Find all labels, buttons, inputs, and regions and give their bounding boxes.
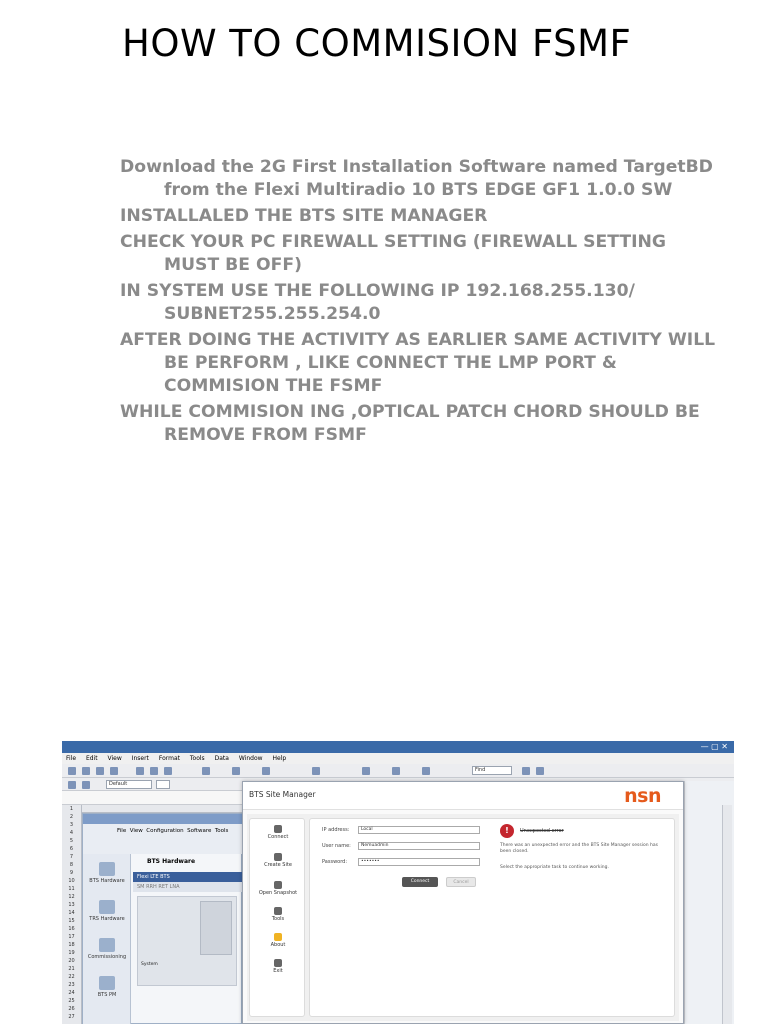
error-icon: ! bbox=[500, 824, 514, 838]
bts-menu-item[interactable]: Software bbox=[187, 828, 212, 834]
bts-menu-item[interactable]: View bbox=[129, 828, 143, 834]
bullet-item: INSTALLALED THE BTS SITE MANAGER bbox=[120, 206, 488, 226]
toolbar-icon[interactable] bbox=[68, 767, 76, 775]
menu-item[interactable]: File bbox=[66, 755, 77, 762]
bullet-list bbox=[120, 156, 720, 450]
bullet-item: WHILE COMMISION ING ,OPTICAL PATCH CHORD SHOULD BE REMOVE FROM FSMF bbox=[120, 402, 700, 445]
username-input[interactable]: Nemuadmin bbox=[358, 842, 480, 850]
menu-item[interactable]: Window bbox=[238, 755, 263, 762]
snapshot-icon bbox=[274, 881, 282, 889]
side-tools[interactable]: Tools bbox=[250, 907, 306, 922]
about-icon bbox=[274, 933, 282, 941]
connect-form bbox=[309, 818, 675, 1017]
window-titlebar bbox=[62, 741, 734, 753]
ip-label: IP address: bbox=[322, 827, 350, 833]
column-header bbox=[82, 805, 242, 813]
nav-commissioning[interactable]: Commissioning bbox=[87, 938, 127, 960]
menu-item[interactable]: Help bbox=[272, 755, 287, 762]
toolbar-icon[interactable] bbox=[262, 767, 270, 775]
nav-bts-hardware[interactable]: BTS Hardware bbox=[87, 862, 127, 884]
bts-app-titlebar bbox=[83, 814, 243, 824]
toolbar-icon[interactable] bbox=[150, 767, 158, 775]
dialog-side-menu bbox=[249, 818, 305, 1017]
password-label: Password: bbox=[322, 859, 348, 865]
nav-trs-hardware[interactable]: TRS Hardware bbox=[87, 900, 127, 922]
system-label: System bbox=[141, 962, 158, 967]
font-style-select[interactable]: Default bbox=[106, 780, 152, 789]
bts-nav-sidebar bbox=[83, 854, 131, 1024]
toolbar-icon[interactable] bbox=[82, 767, 90, 775]
connect-icon bbox=[274, 825, 282, 833]
user-label: User name: bbox=[322, 843, 351, 849]
vertical-scrollbar[interactable] bbox=[722, 805, 732, 1024]
bts-menu-item[interactable]: File bbox=[117, 828, 127, 834]
connect-button[interactable]: Connect bbox=[402, 877, 438, 887]
nsn-logo: nsn bbox=[624, 785, 661, 807]
toolbar-icon[interactable] bbox=[136, 767, 144, 775]
toolbar-icon[interactable] bbox=[362, 767, 370, 775]
bts-site-manager-dialog bbox=[242, 781, 684, 1024]
toolbar-icon[interactable] bbox=[82, 781, 90, 789]
flexi-lte-bts-bar: Flexi LTE BTS bbox=[133, 872, 243, 882]
password-input[interactable]: ••••••• bbox=[358, 858, 480, 866]
row-numbers: 1 2 3 4 5 6 7 8 9 10 11 12 13 14 15 16 17 18 19 20 21 22 23 24 25 26 27 bbox=[62, 805, 82, 1024]
side-create-site[interactable]: Create Site bbox=[250, 853, 306, 868]
window-controls-icon[interactable]: — ▢ ✕ bbox=[700, 742, 728, 751]
menu-item[interactable]: Edit bbox=[85, 755, 98, 762]
bullet-item: Download the 2G First Installation Software named TargetBD from the Flexi Multiradio 10 BTS EDGE GF1 1.0.0 SW bbox=[120, 157, 713, 200]
toolbar-icon[interactable] bbox=[422, 767, 430, 775]
standard-toolbar bbox=[62, 764, 734, 778]
trs-hardware-icon bbox=[99, 900, 115, 914]
side-connect[interactable]: Connect bbox=[250, 825, 306, 840]
menu-item[interactable]: Data bbox=[214, 755, 229, 762]
cancel-button[interactable]: Cancel bbox=[446, 877, 476, 887]
ip-select[interactable]: Local bbox=[358, 826, 480, 834]
commissioning-icon bbox=[99, 938, 115, 952]
side-about[interactable]: About bbox=[250, 933, 306, 948]
menu-item[interactable]: Tools bbox=[189, 755, 205, 762]
error-title: Unexpected error bbox=[520, 828, 564, 834]
dialog-header bbox=[243, 782, 683, 810]
side-open-snapshot[interactable]: Open Snapshot bbox=[250, 881, 306, 896]
bullet-item: IN SYSTEM USE THE FOLLOWING IP 192.168.255.130/ SUBNET255.255.254.0 bbox=[120, 281, 635, 324]
bts-hardware-icon bbox=[99, 862, 115, 876]
error-message: There was an unexpected error and the BTS Site Manager session has been closed. bbox=[500, 843, 658, 854]
bts-app-menubar bbox=[83, 824, 243, 854]
bts-pm-icon bbox=[99, 976, 115, 990]
toolbar-icon[interactable] bbox=[312, 767, 320, 775]
menu-item[interactable]: Format bbox=[158, 755, 180, 762]
exit-icon bbox=[274, 959, 282, 967]
toolbar-icon[interactable] bbox=[68, 781, 76, 789]
bullet-item: CHECK YOUR PC FIREWALL SETTING (FIREWALL SETTING MUST BE OFF) bbox=[120, 232, 666, 275]
create-site-icon bbox=[274, 853, 282, 861]
menu-item[interactable]: Insert bbox=[131, 755, 149, 762]
toolbar-icon[interactable] bbox=[536, 767, 544, 775]
hardware-slot bbox=[200, 901, 232, 955]
bts-menu-item[interactable]: Tools bbox=[214, 828, 229, 834]
bts-tabs[interactable]: SM RRH RET LNA bbox=[133, 882, 243, 892]
dialog-title: BTS Site Manager bbox=[249, 790, 316, 799]
tools-icon bbox=[274, 907, 282, 915]
bts-app-window bbox=[82, 813, 242, 1024]
toolbar-icon[interactable] bbox=[110, 767, 118, 775]
app-menubar bbox=[62, 753, 734, 764]
slide-title: HOW TO COMMISION FSMF bbox=[122, 22, 632, 65]
toolbar-icon[interactable] bbox=[202, 767, 210, 775]
toolbar-icon[interactable] bbox=[392, 767, 400, 775]
side-exit[interactable]: Exit bbox=[250, 959, 306, 974]
menu-item[interactable]: View bbox=[107, 755, 122, 762]
toolbar-icon[interactable] bbox=[522, 767, 530, 775]
bullet-item: AFTER DOING THE ACTIVITY AS EARLIER SAME ACTIVITY WILL BE PERFORM , LIKE CONNECT THE LMP PORT & COMMISION THE FSMF bbox=[120, 330, 716, 396]
error-hint: Select the appropriate task to continue working. bbox=[500, 865, 609, 870]
font-size-select[interactable] bbox=[156, 780, 170, 789]
toolbar-icon[interactable] bbox=[232, 767, 240, 775]
toolbar-icon[interactable] bbox=[164, 767, 172, 775]
embedded-screenshot bbox=[62, 741, 734, 1024]
dialog-body bbox=[247, 814, 679, 1021]
toolbar-icon[interactable] bbox=[96, 767, 104, 775]
bts-menu-item[interactable]: Configuration bbox=[146, 828, 184, 834]
bts-hardware-heading: BTS Hardware bbox=[147, 858, 196, 865]
nav-bts-pm[interactable]: BTS PM bbox=[87, 976, 127, 998]
find-input[interactable]: Find bbox=[472, 766, 512, 775]
